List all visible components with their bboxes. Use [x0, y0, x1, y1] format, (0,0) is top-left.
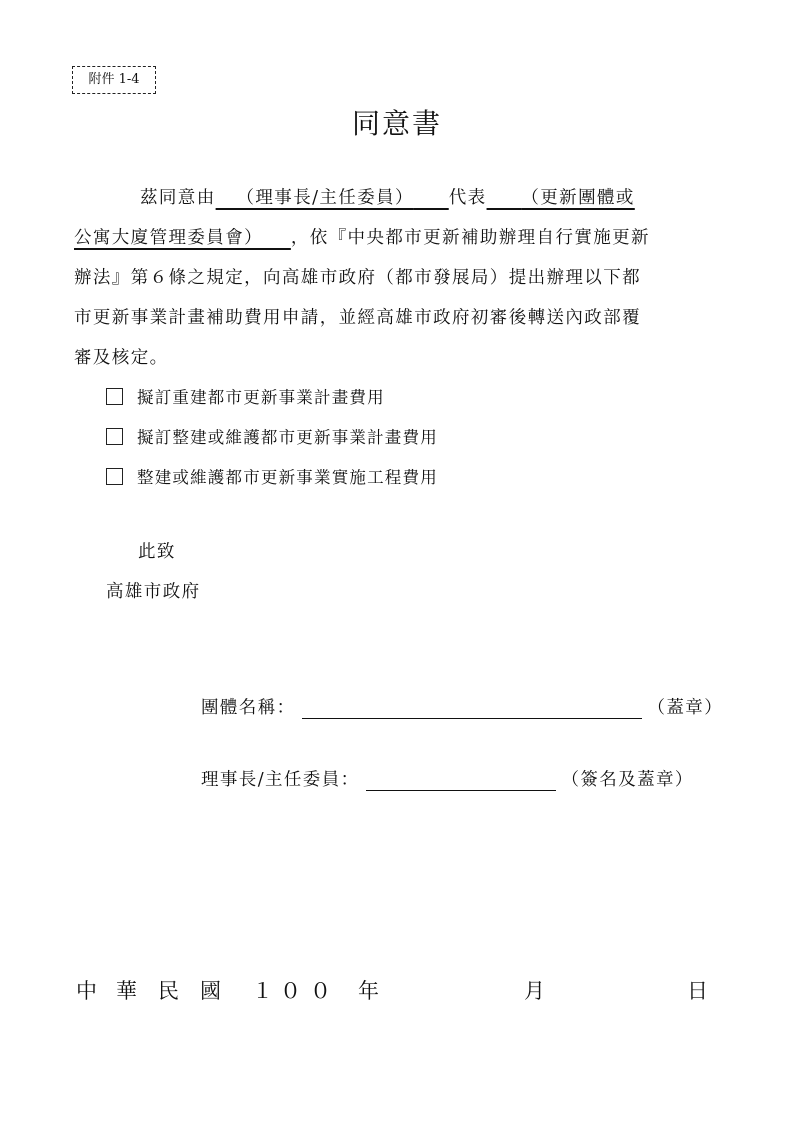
body-line-3: 辦法』第６條之規定，向高雄市政府（都市發展局）提出辦理以下都	[74, 268, 641, 288]
org-stamp-note: （蓋章）	[647, 698, 724, 718]
closing-recipient: 高雄市政府	[106, 582, 201, 602]
body-text: ，依『中央都市更新補助辦理自行實施更新	[290, 228, 650, 248]
body-line-5: 審及核定。	[74, 348, 169, 368]
body-text: 茲同意由	[140, 188, 216, 208]
document-title: 同意書	[351, 107, 442, 140]
closing-salutation: 此致	[138, 542, 176, 562]
checkbox[interactable]	[106, 388, 123, 405]
body-line-1	[140, 184, 635, 209]
organization-blank-cont: 公寓大廈管理委員會）	[74, 228, 263, 248]
year-digit: ０	[310, 979, 331, 1003]
role-blank: （理事長/主任委員）	[236, 188, 414, 208]
date-char: 華	[116, 979, 137, 1003]
body-text: 代表	[448, 188, 487, 208]
year-digit: １	[252, 979, 273, 1003]
option-renovation-plan[interactable]	[106, 424, 438, 448]
body-line-4: 市更新事業計畫補助費用申請，並經高雄市政府初審後轉送內政部覆	[74, 308, 641, 328]
date-char: 國	[200, 979, 221, 1003]
chair-signature-field[interactable]	[366, 768, 556, 791]
year-unit: 年	[358, 979, 379, 1003]
org-name-label: 團體名稱：	[201, 698, 296, 718]
chair-signature-row	[201, 766, 694, 791]
org-name-field[interactable]	[302, 696, 642, 719]
date-char: 民	[158, 979, 179, 1003]
body-line-2	[74, 224, 650, 249]
organization-blank: （更新團體或	[521, 188, 635, 208]
option-label: 整建或維護都市更新事業實施工程費用	[137, 468, 438, 487]
checkbox[interactable]	[106, 468, 123, 485]
option-label: 擬訂整建或維護都市更新事業計畫費用	[137, 428, 438, 447]
option-label: 擬訂重建都市更新事業計畫費用	[137, 388, 385, 407]
organization-signature-row	[201, 694, 723, 719]
date-char: 中	[76, 979, 97, 1003]
chair-label: 理事長/主任委員：	[201, 770, 360, 790]
year-digit: ０	[280, 979, 301, 1003]
attachment-label: 附件 1-4	[72, 66, 156, 94]
chair-stamp-note: （簽名及蓋章）	[561, 770, 694, 790]
option-renovation-works[interactable]	[106, 464, 438, 488]
option-rebuild-plan[interactable]	[106, 384, 385, 408]
checkbox[interactable]	[106, 428, 123, 445]
month-unit: 月	[524, 979, 545, 1003]
day-unit: 日	[687, 979, 708, 1003]
